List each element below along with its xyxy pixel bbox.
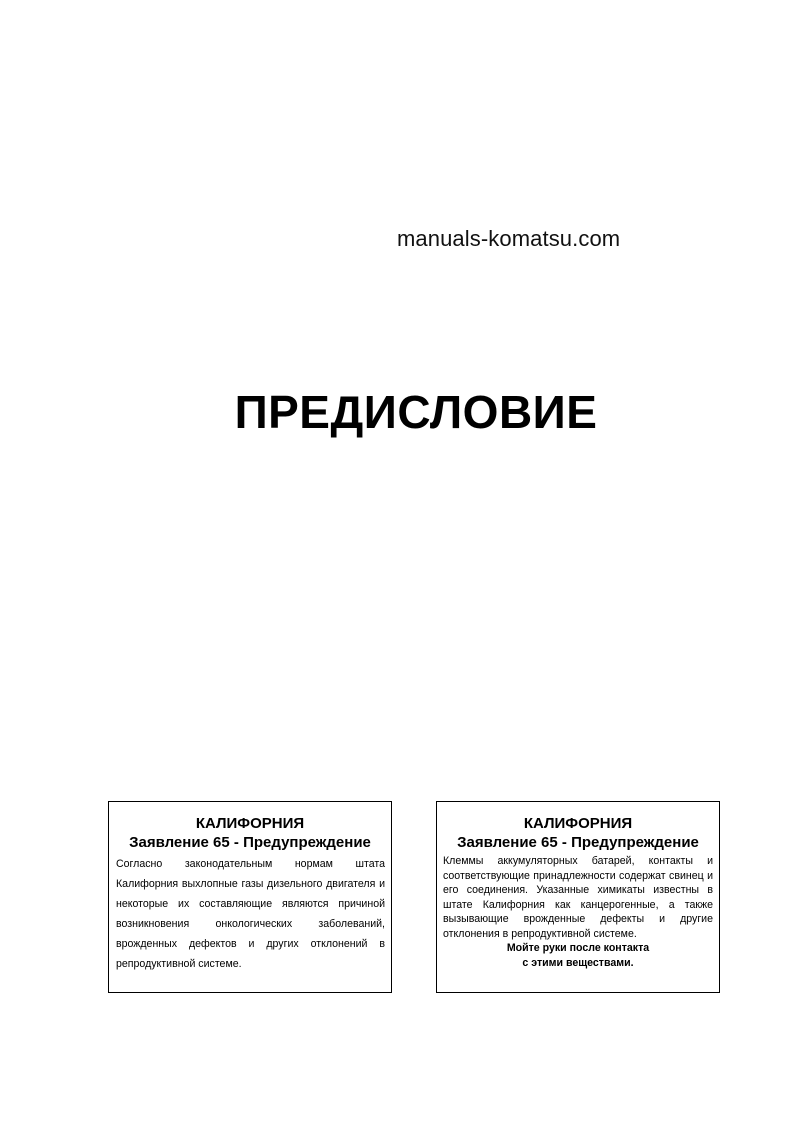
warning-subheading: Заявление 65 - Предупреждение	[129, 834, 371, 851]
warning-emphasis-line-2: с этими веществами.	[522, 956, 634, 969]
warning-heading: КАЛИФОРНИЯ	[195, 815, 305, 832]
warning-subheading: Заявление 65 - Предупреждение	[457, 834, 699, 851]
prop65-warning-engine-exhaust	[108, 801, 392, 993]
prop65-warning-battery	[436, 801, 720, 993]
page-title: ПРЕДИСЛОВИЕ	[234, 386, 598, 438]
warning-emphasis-line-1: Мойте руки после контакта	[506, 942, 650, 954]
warning-heading: КАЛИФОРНИЯ	[523, 815, 633, 832]
warning-body: Клеммы аккумуляторных батарей, контакты и соответствующие принадлежности содержат свинец и его соединения. Указанные химикаты известны в штате Калифорния как канцерогенные, а также вызывающие врожденные дефекты и другие отклонения в репродуктивной системе.	[443, 855, 713, 940]
warning-body: Согласно законодательным нормам штата Калифорния выхлопные газы дизельного двигателя и некоторые их составляющие являются причиной возникновения онкологических заболеваний, врожденных дефектов и других отклонений в репродуктивной системе.	[116, 858, 385, 970]
site-url: manuals-komatsu.com	[397, 226, 621, 251]
